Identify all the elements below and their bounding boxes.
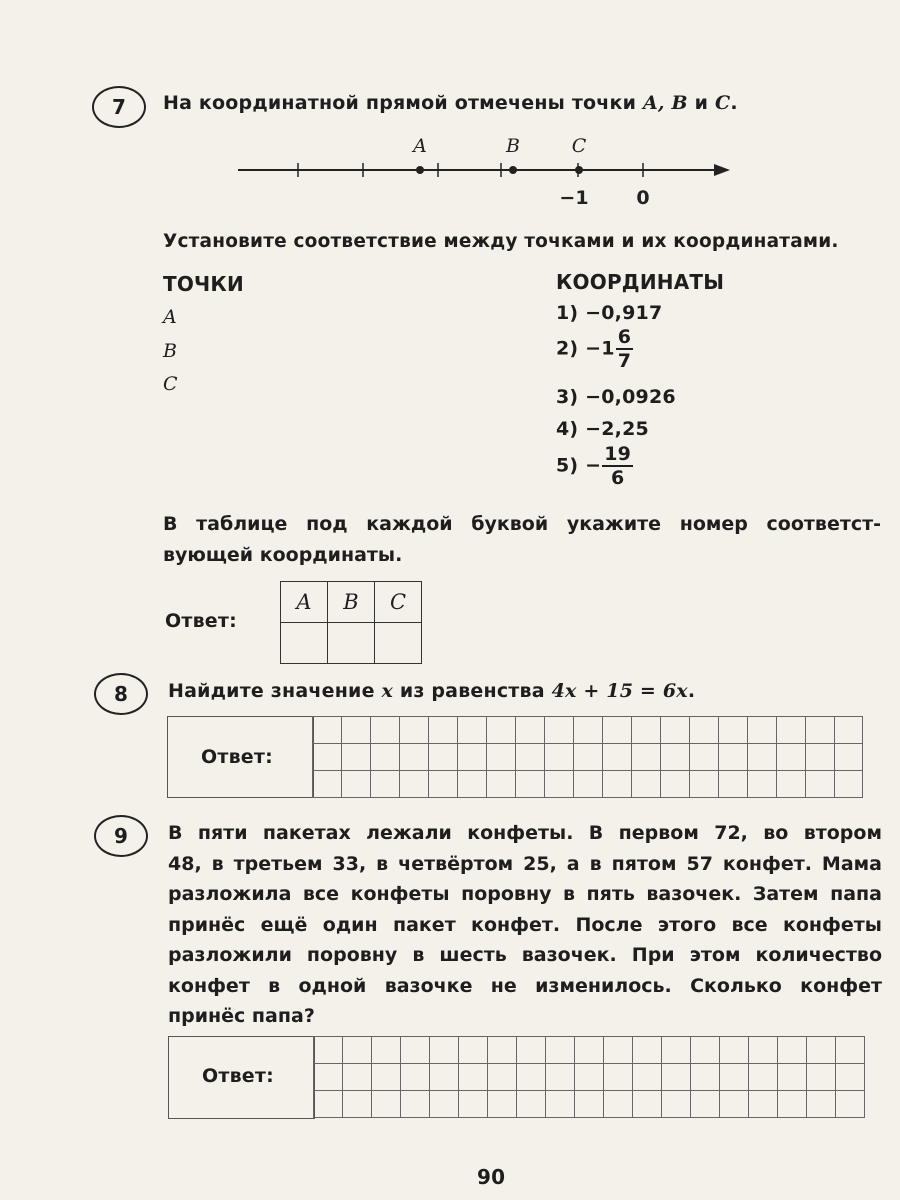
coord-option-2: 2) −1 $\frac{6}{7}$ xyxy=(556,326,632,372)
task-7-number-badge xyxy=(92,86,146,128)
answer-header-b: B xyxy=(328,582,375,623)
answer-header-a: A xyxy=(281,582,328,623)
task-8-text: Найдите значение x из равенства 4x + 15 = 6x. xyxy=(168,680,696,702)
answer-header-c: C xyxy=(375,582,422,623)
task-8-answer-box xyxy=(167,716,314,798)
task-9-answer-box xyxy=(168,1036,315,1119)
number-line-arrow-icon xyxy=(714,164,730,176)
answer-cell-a[interactable] xyxy=(281,623,328,664)
tick-label-zero: 0 xyxy=(636,187,650,209)
coord-option-3: 3) −0,0926 xyxy=(556,386,676,408)
point-c-label: C xyxy=(571,135,587,157)
coord-option-1: 1) −0,917 xyxy=(556,302,663,324)
point-c-dot xyxy=(575,166,583,174)
task-7-instruction: Установите соответствие между точками и их координатами. xyxy=(163,231,839,252)
points-header: ТОЧКИ xyxy=(163,272,244,296)
fraction: $\frac{6}{7}$ xyxy=(617,326,632,372)
task-8-number: 8 xyxy=(114,682,128,706)
task-9-number-badge xyxy=(94,815,148,857)
point-a-item: A xyxy=(163,306,177,328)
answer-cell-b[interactable] xyxy=(328,623,375,664)
task-7-answer-table xyxy=(280,581,422,664)
coord-option-4: 4) −2,25 xyxy=(556,418,649,440)
task-8-number-badge xyxy=(94,673,148,715)
point-b-label: B xyxy=(506,135,520,157)
fraction: $\frac{19}{6}$ xyxy=(604,443,632,489)
task-8-answer-grid[interactable] xyxy=(312,716,863,798)
number-line xyxy=(230,130,740,215)
point-b-item: B xyxy=(163,340,177,362)
task-7-table-instruction: В таблице под каждой буквой укажите номер соответст- вующей координаты. xyxy=(163,513,881,566)
answer-cell-c[interactable] xyxy=(375,623,422,664)
page-number: 90 xyxy=(477,1165,506,1189)
task-9-text: В пяти пакетах лежали конфеты. В первом 72, во втором 48, в третьем 33, в четвёртом 25, а в пятом 57 конфет. Мама разложила все конфеты поровну в пять вазочек. Затем папа принёс ещё один пакет конфет. После этого все конфеты разложили поровну в шесть вазочек. При этом количество конфет в одной вазочке не изменилось. Сколько конфет принёс папа? xyxy=(168,822,882,1027)
tick-label-minus-one: −1 xyxy=(559,187,589,209)
point-b-dot xyxy=(509,166,517,174)
task-9-answer-grid[interactable] xyxy=(313,1036,865,1118)
task-7-number: 7 xyxy=(112,95,126,119)
point-c-item: C xyxy=(163,373,178,395)
task-7-intro: На координатной прямой отмечены точки A, B и C. xyxy=(163,92,738,114)
task-9-number: 9 xyxy=(114,824,128,848)
task-9-answer-label: Ответ: xyxy=(202,1065,274,1087)
coord-option-5: 5) − $\frac{19}{6}$ xyxy=(556,443,632,489)
task-8-answer-label: Ответ: xyxy=(201,746,273,768)
coords-header: КООРДИНАТЫ xyxy=(556,270,725,294)
task-7-answer-label: Ответ: xyxy=(165,610,237,632)
point-a-dot xyxy=(416,166,424,174)
point-a-label: A xyxy=(413,135,427,157)
